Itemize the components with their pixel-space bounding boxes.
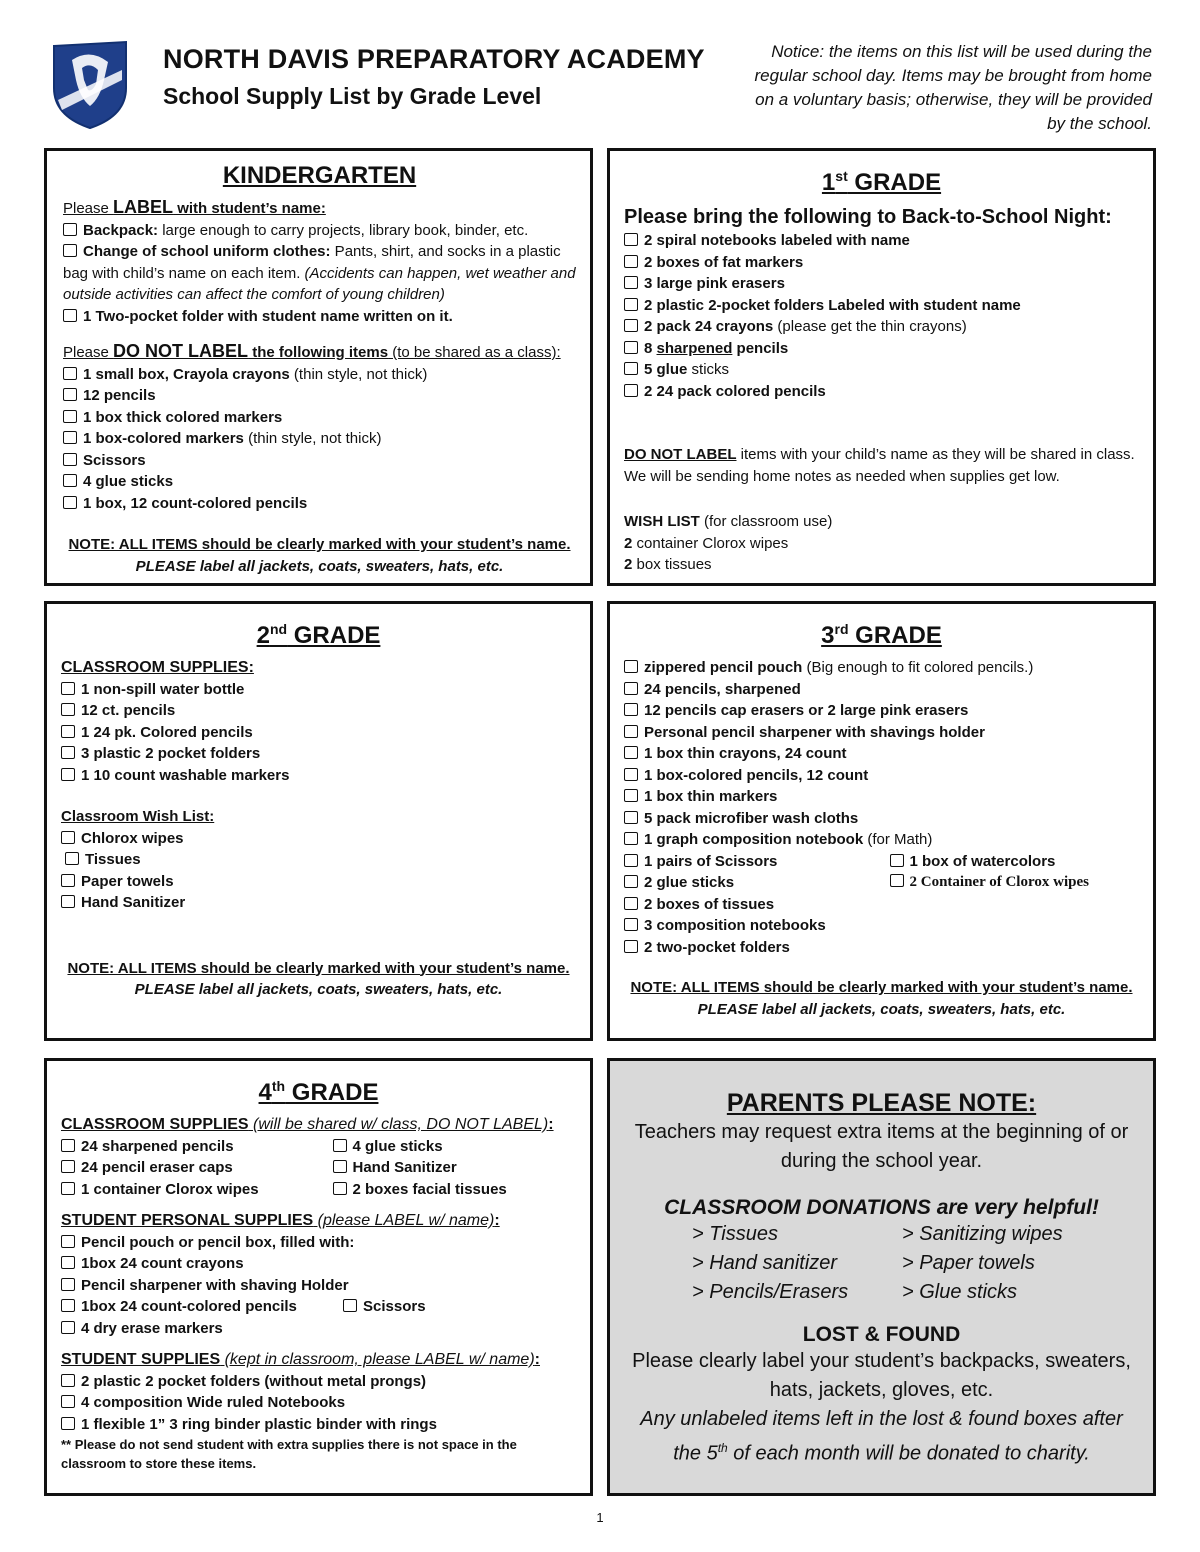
heading-colon: : xyxy=(534,1351,540,1368)
lost-found-text: Please clearly label your student’s backpacks, sweaters, hats, jackets, gloves, etc. xyxy=(632,1350,1131,1401)
heading-bold: STUDENT PERSONAL SUPPLIES xyxy=(61,1212,314,1229)
checkbox[interactable] xyxy=(624,255,638,268)
checkbox[interactable] xyxy=(61,874,75,887)
donations-row xyxy=(624,1220,1139,1249)
nolabel-d: (to be shared as a class): xyxy=(388,344,561,361)
heading-italic: (kept in classroom, please LABEL w/ name) xyxy=(220,1351,535,1368)
two-column-row xyxy=(624,851,1139,873)
list-item xyxy=(624,722,1139,744)
item-text: 2 24 pack colored pencils xyxy=(644,382,826,400)
item-bold: 2 pack 24 crayons xyxy=(644,318,774,335)
item-text: 12 ct. pencils xyxy=(81,702,176,719)
fourth-grade-section xyxy=(44,1058,593,1496)
charity-text: Any unlabeled items left in the lost & found boxes after the 5 xyxy=(640,1408,1123,1465)
list-item xyxy=(61,700,576,722)
item-text: 1 Two-pocket folder with student name written on it. xyxy=(83,307,453,325)
item-text: Paper towels xyxy=(81,872,174,890)
checkbox[interactable] xyxy=(63,431,77,444)
item-text: 2 plastic 2 pocket folders (without metal prongs) xyxy=(81,1372,427,1390)
checkbox[interactable] xyxy=(333,1139,347,1152)
first-grade-title xyxy=(624,161,1139,198)
title-num: 2 xyxy=(256,622,270,649)
list-item xyxy=(61,1157,305,1179)
charity-text: of each month will be donated to charity. xyxy=(727,1442,1090,1465)
list-item xyxy=(624,937,1139,959)
checkbox[interactable] xyxy=(61,1278,75,1291)
two-column-row xyxy=(61,1179,576,1201)
item-text: 2 spiral notebooks labeled with name xyxy=(644,232,910,249)
label-heading-b: LABEL xyxy=(113,197,174,217)
list-item xyxy=(61,828,576,850)
wish-bold: WISH LIST xyxy=(624,513,700,530)
item-text: 4 glue sticks xyxy=(352,1137,443,1155)
checkbox[interactable] xyxy=(61,1235,75,1248)
checkbox[interactable] xyxy=(890,874,904,887)
item-bold: Backpack: xyxy=(83,221,159,239)
wish-count: 2 xyxy=(624,556,633,573)
school-name: NORTH DAVIS PREPARATORY ACADEMY xyxy=(163,44,705,74)
item-italic: (Accidents can happen, wet weather and outside activities can affect the comfort of young children) xyxy=(63,264,576,303)
list-item xyxy=(624,743,1139,765)
item-text: 2 boxes of fat markers xyxy=(644,253,804,271)
list-item xyxy=(624,808,1139,830)
list-item xyxy=(624,657,1139,679)
checkbox[interactable] xyxy=(890,854,904,867)
third-grade-section xyxy=(607,601,1156,1041)
list-item xyxy=(61,1253,576,1275)
checkbox[interactable] xyxy=(624,319,638,332)
title-rest: GRADE xyxy=(848,622,942,649)
list-item xyxy=(63,364,576,386)
list-item xyxy=(61,1179,305,1201)
label-heading-c: with student’s name: xyxy=(173,200,326,217)
item-bold: 5 glue xyxy=(644,361,688,378)
item-text: 1 flexible 1” 3 ring binder plastic binder with rings xyxy=(81,1415,437,1433)
checkbox[interactable] xyxy=(61,725,75,738)
checkbox[interactable] xyxy=(624,832,638,845)
item-text: Hand Sanitizer xyxy=(352,1159,457,1176)
checkbox[interactable] xyxy=(624,918,638,931)
item-text: 24 pencil eraser caps xyxy=(81,1159,233,1176)
donations-row xyxy=(624,1249,1139,1278)
wish-text: box tissues xyxy=(632,556,712,573)
two-column-row xyxy=(624,872,1139,894)
checkbox[interactable] xyxy=(63,388,77,401)
item-text: Scissors xyxy=(363,1298,426,1315)
checkbox[interactable] xyxy=(624,682,638,695)
document-subtitle: School Supply List by Grade Level xyxy=(163,83,542,109)
two-column-row xyxy=(61,1136,576,1158)
item-bold: Change of school uniform clothes: xyxy=(83,243,331,260)
checkbox[interactable] xyxy=(63,223,77,236)
list-item xyxy=(624,829,1139,851)
wish-heading: Classroom Wish List: xyxy=(61,808,215,825)
donation-item: > Tissues xyxy=(692,1223,778,1245)
item-text: 1 box thick colored markers xyxy=(83,408,283,426)
student-heading xyxy=(61,1349,576,1371)
intro-line: Please bring the following to Back-to-School Night: xyxy=(624,206,1112,228)
checkbox[interactable] xyxy=(61,1417,75,1430)
no-label-heading xyxy=(63,341,576,364)
list-item xyxy=(61,1371,576,1393)
item-text: 8 xyxy=(644,339,657,357)
list-item xyxy=(624,894,1139,916)
list-item xyxy=(624,230,1139,252)
item-text: pencils xyxy=(732,339,789,357)
title-sup: nd xyxy=(269,621,288,637)
checkbox[interactable] xyxy=(63,474,77,487)
list-item xyxy=(305,1157,577,1179)
checkbox[interactable] xyxy=(63,244,77,257)
classroom-heading xyxy=(61,1114,576,1136)
list-item xyxy=(624,679,1139,701)
item-text: Pencil sharpener with shaving Holder xyxy=(81,1276,349,1294)
list-item xyxy=(63,471,576,493)
checkbox[interactable] xyxy=(624,703,638,716)
checkbox[interactable] xyxy=(624,811,638,824)
list-item xyxy=(61,1414,576,1436)
title-rest: GRADE xyxy=(847,169,942,196)
checkbox[interactable] xyxy=(61,703,75,716)
nolabel-a: Please xyxy=(63,344,114,361)
list-item xyxy=(61,1392,576,1414)
item-text: (thin style, not thick) xyxy=(289,365,428,383)
checkbox[interactable] xyxy=(61,682,75,695)
list-item xyxy=(61,1232,576,1254)
item-bold: 1 graph composition notebook xyxy=(644,831,864,848)
donations-heading: CLASSROOM DONATIONS are very helpful! xyxy=(664,1196,1099,1219)
list-item xyxy=(63,220,576,242)
checkbox[interactable] xyxy=(624,940,638,953)
checkbox[interactable] xyxy=(61,1374,75,1387)
page-number: 1 xyxy=(596,1510,604,1525)
item-text: (Big enough to fit colored pencils.) xyxy=(802,659,1034,676)
list-item xyxy=(61,722,576,744)
list-item xyxy=(61,1296,343,1318)
do-not-label-note xyxy=(624,444,1139,487)
parents-note-section xyxy=(607,1058,1156,1496)
item-text: 24 pencils, sharpened xyxy=(644,680,801,698)
item-text: 2 boxes facial tissues xyxy=(352,1180,507,1198)
checkbox[interactable] xyxy=(61,746,75,759)
item-text: Scissors xyxy=(83,451,146,469)
item-text: (thin style, not thick) xyxy=(243,430,382,447)
title-sup: th xyxy=(271,1078,286,1094)
item-text: 12 pencils xyxy=(83,387,156,404)
wish-item xyxy=(624,554,1139,576)
item-text: Chlorox wipes xyxy=(81,829,184,847)
item-text: Pencil pouch or pencil box, filled with: xyxy=(81,1233,355,1251)
title-rest: GRADE xyxy=(287,622,381,649)
item-text: 24 sharpened pencils xyxy=(81,1137,234,1155)
list-item xyxy=(624,252,1139,274)
item-text: (please get the thin crayons) xyxy=(773,318,967,335)
item-text: 2 plastic 2-pocket folders Labeled with student name xyxy=(644,296,1021,314)
list-item xyxy=(61,849,576,871)
item-bold: 1 small box, Crayola crayons xyxy=(83,365,290,383)
item-text: 4 composition Wide ruled Notebooks xyxy=(81,1394,346,1411)
wish-text: (for classroom use) xyxy=(699,513,833,530)
do-not-label-text: items with your child’s name as they will be shared in class. We will be sending home notes as needed when supplies get low. xyxy=(624,446,1135,485)
wish-text: container Clorox wipes xyxy=(632,534,789,552)
list-item xyxy=(63,306,576,328)
checkbox[interactable] xyxy=(624,384,638,397)
list-item xyxy=(61,1136,305,1158)
title-num: 1 xyxy=(821,169,836,196)
item-text: 1 box, 12 count-colored pencils xyxy=(83,494,308,512)
item-text: 1 24 pk. Colored pencils xyxy=(81,723,253,741)
checkbox[interactable] xyxy=(343,1299,357,1312)
list-item xyxy=(63,450,576,472)
item-text: 3 large pink erasers xyxy=(644,275,785,292)
checkbox[interactable] xyxy=(61,1160,75,1173)
checkbox[interactable] xyxy=(61,895,75,908)
list-item xyxy=(61,871,576,893)
checkbox[interactable] xyxy=(63,496,77,509)
donations-row xyxy=(624,1278,1139,1307)
checkbox[interactable] xyxy=(63,309,77,322)
item-underline: sharpened xyxy=(656,339,733,357)
label-heading xyxy=(63,197,576,220)
item-text: Tissues xyxy=(85,851,141,868)
item-text: 2 two-pocket folders xyxy=(644,938,790,956)
list-item xyxy=(61,1275,576,1297)
list-item xyxy=(624,359,1139,381)
checkbox[interactable] xyxy=(624,276,638,289)
fourth-grade-title xyxy=(61,1071,576,1108)
item-bold: 1 box-colored markers xyxy=(83,430,244,447)
note-line: PLEASE label all jackets, coats, sweaters, hats, etc. xyxy=(135,557,504,575)
list-item xyxy=(63,385,576,407)
title-sup: st xyxy=(835,168,848,184)
checkbox[interactable] xyxy=(624,660,638,673)
item-text: Hand Sanitizer xyxy=(81,894,186,911)
checkbox[interactable] xyxy=(63,453,77,466)
list-item xyxy=(624,915,1139,937)
item-bold: zippered pencil pouch xyxy=(644,659,803,676)
checkbox[interactable] xyxy=(624,341,638,354)
list-item xyxy=(624,316,1139,338)
checkbox[interactable] xyxy=(63,367,77,380)
note-line: PLEASE label all jackets, coats, sweaters, hats, etc. xyxy=(134,981,503,998)
list-item xyxy=(61,679,576,701)
heading-colon: : xyxy=(548,1116,554,1133)
list-item xyxy=(624,872,874,894)
third-grade-title xyxy=(624,614,1139,651)
item-text: 1 box of watercolors xyxy=(909,852,1056,870)
notice-text: Notice: the items on this list will be used during the regular school day. Items may be brought from home on a voluntary basis; otherwise, they will be provided by the school. xyxy=(754,42,1152,133)
checkbox[interactable] xyxy=(624,233,638,246)
checkbox[interactable] xyxy=(624,768,638,781)
list-item xyxy=(63,428,576,450)
list-item xyxy=(61,892,576,914)
heading-colon: : xyxy=(494,1212,500,1229)
list-item xyxy=(63,241,576,306)
checkbox[interactable] xyxy=(61,1256,75,1269)
donation-item: > Pencils/Erasers xyxy=(692,1281,849,1303)
list-item xyxy=(305,1136,577,1158)
note-line: NOTE: ALL ITEMS should be clearly marked with your student’s name. xyxy=(68,536,571,553)
wish-count: 2 xyxy=(624,534,633,552)
checkbox[interactable] xyxy=(333,1182,347,1195)
parents-note-text: Teachers may request extra items at the beginning of or during the school year. xyxy=(634,1121,1129,1172)
heading-bold: CLASSROOM SUPPLIES xyxy=(61,1116,249,1133)
label-heading-a: Please xyxy=(63,200,114,217)
first-grade-section xyxy=(607,148,1156,586)
list-item xyxy=(61,1318,576,1340)
list-item xyxy=(624,381,1139,403)
item-text: 1 10 count washable markers xyxy=(81,766,290,784)
nolabel-b: DO NOT LABEL xyxy=(113,341,249,361)
donation-item: > Paper towels xyxy=(902,1252,1035,1274)
heading-bold: STUDENT SUPPLIES xyxy=(61,1351,221,1368)
list-item xyxy=(63,493,576,515)
checkbox[interactable] xyxy=(624,362,638,375)
item-text: 5 pack microfiber wash cloths xyxy=(644,809,859,827)
wish-item xyxy=(624,533,1139,555)
supplies-heading: CLASSROOM SUPPLIES: xyxy=(61,659,254,676)
checkbox[interactable] xyxy=(624,746,638,759)
school-crest-logo xyxy=(52,40,128,130)
checkbox[interactable] xyxy=(61,1139,75,1152)
title-sup: rd xyxy=(834,621,849,637)
item-text: sticks xyxy=(687,361,730,378)
item-text: 1box 24 count crayons xyxy=(81,1255,244,1272)
item-text: Pants, shirt, and socks in a plastic bag with child’s name on each item. xyxy=(63,243,561,282)
checkbox[interactable] xyxy=(624,897,638,910)
parents-note-title: PARENTS PLEASE NOTE: xyxy=(726,1089,1037,1117)
checkbox[interactable] xyxy=(624,298,638,311)
item-text: 3 composition notebooks xyxy=(644,917,826,934)
checkbox[interactable] xyxy=(65,852,79,865)
list-item xyxy=(624,765,1139,787)
item-text: 2 Container of Clorox wipes xyxy=(909,874,1089,890)
wish-list-heading xyxy=(624,511,1139,533)
item-text: 1 box thin markers xyxy=(644,788,778,805)
list-item xyxy=(874,872,1140,894)
item-text: large enough to carry projects, library book, binder, etc. xyxy=(158,221,529,239)
checkbox[interactable] xyxy=(624,854,638,867)
kindergarten-title: KINDERGARTEN xyxy=(222,162,417,189)
list-item xyxy=(61,743,576,765)
title-rest: GRADE xyxy=(285,1079,379,1106)
item-text: 3 plastic 2 pocket folders xyxy=(81,745,261,762)
checkbox[interactable] xyxy=(61,1182,75,1195)
list-item xyxy=(624,273,1139,295)
donation-item: > Sanitizing wipes xyxy=(902,1223,1063,1245)
list-item xyxy=(624,338,1139,360)
title-num: 3 xyxy=(821,622,835,649)
do-not-label: DO NOT LABEL xyxy=(624,446,737,463)
lost-found-title: LOST & FOUND xyxy=(802,1323,961,1346)
list-item xyxy=(63,407,576,429)
list-item xyxy=(624,851,874,873)
list-item xyxy=(624,786,1139,808)
item-text: 4 glue sticks xyxy=(83,473,174,490)
checkbox[interactable] xyxy=(63,410,77,423)
note-line: PLEASE label all jackets, coats, sweaters, hats, etc. xyxy=(697,1000,1066,1018)
item-text: 1 pairs of Scissors xyxy=(644,852,778,870)
personal-heading xyxy=(61,1210,576,1232)
checkbox[interactable] xyxy=(61,1321,75,1334)
item-text: 1 non-spill water bottle xyxy=(81,680,245,698)
checkbox[interactable] xyxy=(61,1299,75,1312)
checkbox[interactable] xyxy=(333,1160,347,1173)
item-text: 1 box-colored pencils, 12 count xyxy=(644,766,869,784)
checkbox[interactable] xyxy=(624,789,638,802)
lost-found-charity xyxy=(624,1405,1139,1469)
two-column-row xyxy=(61,1296,576,1318)
title-num: 4 xyxy=(258,1079,272,1106)
list-item xyxy=(305,1179,577,1201)
second-grade-section xyxy=(44,601,593,1041)
footnote: ** Please do not send student with extra supplies there is not space in the classroom to store these items. xyxy=(61,1437,517,1471)
note-line: NOTE: ALL ITEMS should be clearly marked with your student’s name. xyxy=(630,979,1133,996)
kindergarten-section xyxy=(44,148,593,586)
checkbox[interactable] xyxy=(61,831,75,844)
checkbox[interactable] xyxy=(624,725,638,738)
item-text: 1 box thin crayons, 24 count xyxy=(644,745,847,762)
list-item xyxy=(624,295,1139,317)
list-item xyxy=(61,765,576,787)
checkbox[interactable] xyxy=(61,768,75,781)
donation-item: > Glue sticks xyxy=(902,1281,1018,1303)
checkbox[interactable] xyxy=(624,875,638,888)
checkbox[interactable] xyxy=(61,1395,75,1408)
list-item xyxy=(624,700,1139,722)
item-text: 1box 24 count-colored pencils xyxy=(81,1298,297,1315)
item-text: 12 pencils cap erasers or 2 large pink erasers xyxy=(644,702,969,719)
heading-italic: (will be shared w/ class, DO NOT LABEL) xyxy=(248,1116,549,1133)
item-text: 2 glue sticks xyxy=(644,874,735,891)
second-grade-title xyxy=(61,614,576,651)
two-column-row xyxy=(61,1157,576,1179)
item-text: (for Math) xyxy=(863,831,933,848)
item-text: Personal pencil sharpener with shavings holder xyxy=(644,723,985,741)
list-item xyxy=(874,851,1140,873)
item-text: 2 boxes of tissues xyxy=(644,895,775,913)
nolabel-c: the following items xyxy=(248,344,389,361)
charity-sup: th xyxy=(717,1441,728,1455)
donation-item: > Hand sanitizer xyxy=(692,1252,838,1274)
heading-italic: (please LABEL w/ name) xyxy=(313,1212,495,1229)
note-line: NOTE: ALL ITEMS should be clearly marked with your student’s name. xyxy=(67,959,570,977)
list-item xyxy=(343,1296,576,1318)
item-text: 4 dry erase markers xyxy=(81,1319,223,1337)
item-text: 1 container Clorox wipes xyxy=(81,1180,259,1198)
